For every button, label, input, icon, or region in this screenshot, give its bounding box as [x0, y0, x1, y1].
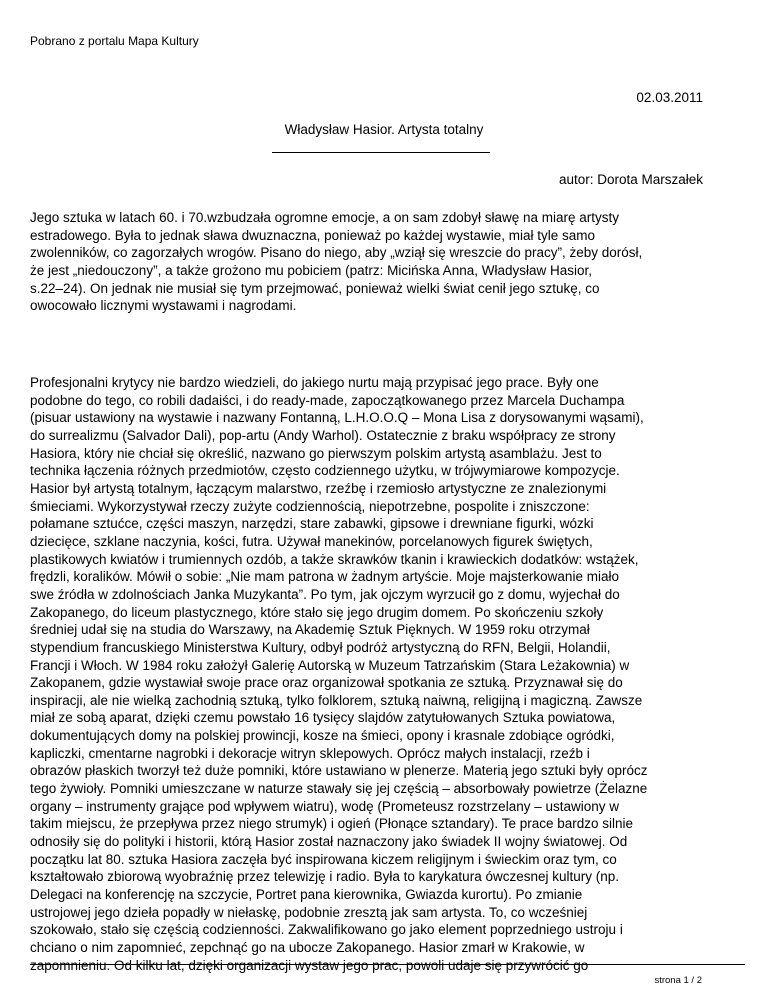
- text-line: stypendium francuskiego Ministerstwa Kultury, odbył podróż artystyczną do RFN, Belgii, Holandii,: [30, 639, 611, 655]
- text-line: swe źródła w zdolnościach Janka Muzykanta”. Po tym, jak ojczym wyrzucił go z domu, wyjechał do: [30, 586, 620, 602]
- source-header: Pobrano z portalu Mapa Kultury: [30, 34, 199, 48]
- text-line: dokumentujących domy na polskiej prowincji, kosze na śmieci, opony i krasnale zdobiące ogródki,: [30, 728, 615, 744]
- text-line: zwolenników, co zagorzałych wrogów. Pisano do niego, aby „wziął się wreszcie do pracy”, żeby dorósł,: [30, 245, 643, 261]
- text-line: do surrealizmu (Salvador Dali), pop-artu (Andy Warhol). Ostatecznie z braku współpracy ze strony: [30, 427, 616, 443]
- text-line: inspiracji, ale nie wielką zachodnią sztuką, tylko folklorem, sztuką naiwną, religijną i magiczną. Zawsze: [30, 692, 643, 708]
- text-line: Profesjonalni krytycy nie bardzo wiedzieli, do jakiego nurtu mają przypisać jego prace. Były one: [30, 375, 599, 390]
- text-line: Jego sztuka w latach 60. i 70.wzbudzała ogromne emocje, a on sam zdobył sławę na miarę artysty: [30, 210, 620, 225]
- text-line: takim miejscu, że przepływa przez niego strumyk) i ogień (Płonące sztandary). Te prace bardzo silnie: [30, 816, 634, 832]
- text-line: (pisuar ustawiony na wystawie i nazwany Fontanną, L.H.O.O.Q – Mona Lisa z dorysowanymi wąsami),: [30, 410, 644, 426]
- text-line: kapliczki, cmentarne nagrobki i dekoracje witryn sklepowych. Oprócz małych instalacji, rzeźb i: [30, 745, 590, 761]
- text-line: Zakopanego, do liceum plastycznego, które stało się jego drugim domem. Po skończeniu szkoły: [30, 604, 604, 620]
- text-line: chciano o nim zapomnieć, zepchnąć go na ubocze Zakopanego. Hasior zmarł w Krakowie, w: [30, 940, 585, 955]
- title-underline: [272, 152, 490, 153]
- article-date: 02.03.2011: [636, 90, 703, 105]
- text-line: kształtowało zbiorową wyobraźnię przez telewizję i radio. Była to karykatura ówczesnej kultury (np.: [30, 869, 620, 885]
- text-line: zapomnieniu. Od kilku lat, dzięki organizacji wystaw jego prac, powoli udaje się przywrócić go: [30, 957, 589, 973]
- text-line: owocowało licznymi wystawami i nagrodami.: [30, 298, 297, 314]
- text-line: frędzli, koralików. Mówił o sobie: „Nie mam patrona w żadnym artyście. Moje majsterkowanie miało: [30, 569, 619, 585]
- text-line: tego żywioły. Pomniki umieszczane w naturze stawały się jej częścią – absorbowały powietrze (Żelazne: [30, 781, 648, 797]
- paragraph-2: [30, 374, 746, 974]
- text-line: ustrojowej jego dzieła popadły w niełaskę, podobnie zresztą jak sam artysta. To, co wcześniej: [30, 904, 588, 920]
- article-title: Władysław Hasior. Artysta totalny: [284, 122, 484, 137]
- text-line: miał ze sobą aparat, dzięki czemu powstało 16 tysięcy slajdów zatytułowanych Sztuka powiatowa,: [30, 710, 616, 726]
- text-line: Hasior był artystą totalnym, łączącym malarstwo, rzeźbę i rzemiosło artystyczne ze znalezionymi: [30, 480, 607, 496]
- text-line: Delegaci na konferencję na szczycie, Portret pana kierownika, Gwiazda kurortu). Po zmianie: [30, 887, 583, 903]
- text-line: że jest „niedouczony”, a także grożono mu pobiciem (patrz: Micińska Anna, Władysław Hasior,: [30, 262, 592, 278]
- text-line: początku lat 80. sztuka Hasiora zaczęła być inspirowana kiczem religijnym i świeckim oraz tym, co: [30, 851, 617, 867]
- text-line: plastikowych kwiatów i trumiennych ozdób, a także skrawków tkanin i krawieckich dodatków: wstążek,: [30, 551, 639, 567]
- footer-divider: [30, 964, 745, 965]
- text-line: s.22–24). On jednak nie musiał się tym przejmować, ponieważ wielki świat cenił jego sztukę, co: [30, 280, 600, 296]
- text-line: połamane sztućce, części maszyn, narzędzi, stare zabawki, gipsowe i drewniane figurki, wózki: [30, 516, 594, 532]
- text-line: Hasiora, który nie chciał się określić, nazwano go pierwszym polskim artystą asamblażu. Jest to: [30, 445, 602, 461]
- text-line: dziecięce, szklane naczynia, kości, futra. Używał manekinów, porcelanowych figurek świętych,: [30, 533, 593, 549]
- text-line: Francji i Włoch. W 1984 roku założył Galerię Autorską w Muzeum Tatrzańskim (Stara Leżakownia) w: [30, 657, 630, 673]
- text-line: organy – instrumenty grające pod wpływem wiatru), wodę (Prometeusz rozstrzelany – ustawiony w: [30, 798, 619, 814]
- text-line: obrazów płaskich tworzył też duże pomniki, które ustawiano w plenerze. Materią jego sztuki były oprócz: [30, 763, 648, 779]
- page-number: strona 1 / 2: [654, 975, 702, 986]
- text-line: estradowego. Była to jednak sława dwuznaczna, ponieważ po każdej wystawie, miał tyle samo: [30, 227, 596, 243]
- text-line: śmieciami. Wykorzystywał rzeczy zużyte codziennością, niepotrzebne, pospolite i zniszczone:: [30, 498, 590, 514]
- text-line: technika łączenia różnych przedmiotów, często codziennego użytku, w trójwymiarowe kompozycje.: [30, 463, 620, 479]
- text-line: odnosiły się do polityki i historii, którą Hasior został naznaczony jako świadek II wojny światowej. Od: [30, 834, 628, 850]
- text-line: Zakopanem, gdzie wystawiał swoje prace oraz organizował spotkania ze sztuką. Przyznawał się do: [30, 675, 623, 691]
- paragraph-1: [30, 209, 746, 315]
- text-line: średniej udał się na studia do Warszawy, na Akademię Sztuk Pięknych. W 1959 roku otrzymał: [30, 622, 590, 638]
- text-line: szokowało, stało się częścią codzienności. Zakwalifikowano go jako element poprzedniego ustroju i: [30, 922, 623, 938]
- text-line: podobne do tego, co robili dadaiści, i do ready-made, zapoczątkowanego przez Marcela Duchampa: [30, 392, 625, 408]
- article-author: autor: Dorota Marszałek: [558, 172, 703, 187]
